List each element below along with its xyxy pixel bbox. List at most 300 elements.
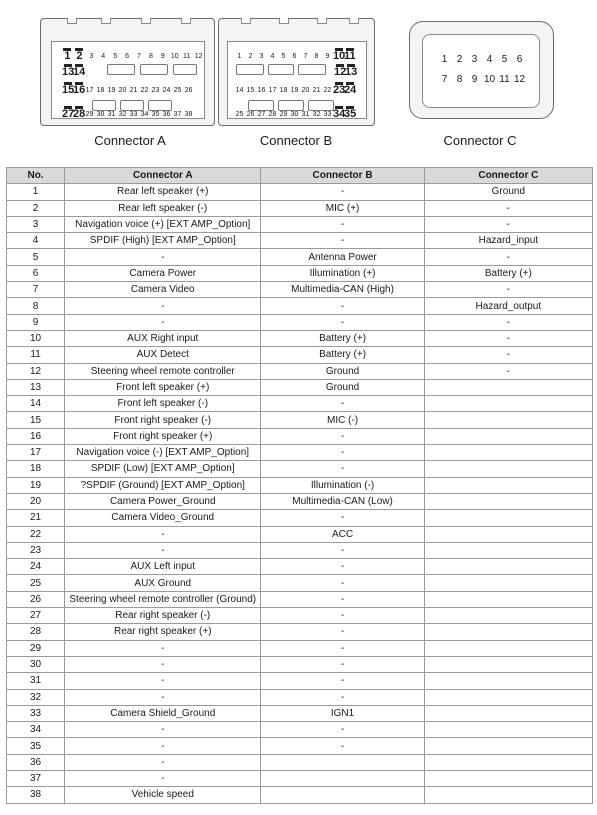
- cell-connector-b: -: [261, 510, 424, 526]
- table-row: [7, 510, 593, 526]
- cell-connector-a: -: [65, 526, 261, 542]
- connector-b-face: [227, 41, 367, 119]
- cell-connector-c: [424, 624, 592, 640]
- cell-no: 21: [7, 510, 65, 526]
- cell-connector-b: Multimedia-CAN (Low): [261, 493, 424, 509]
- pin-number: 27: [62, 108, 75, 120]
- cell-connector-a: Rear left speaker (+): [65, 184, 261, 200]
- pin-number: 16: [257, 87, 266, 94]
- pin-number: 18: [279, 87, 288, 94]
- cell-connector-b: Multimedia-CAN (High): [261, 282, 424, 298]
- cell-no: 19: [7, 477, 65, 493]
- cell-connector-c: [424, 754, 592, 770]
- table-header-row: [7, 168, 593, 184]
- table-row: [7, 445, 593, 461]
- connector-c-diagram: [409, 21, 554, 119]
- cell-no: 4: [7, 233, 65, 249]
- pin-number: 25: [173, 87, 182, 94]
- cell-connector-c: [424, 493, 592, 509]
- cell-connector-a: -: [65, 754, 261, 770]
- pin-number: 30: [96, 111, 105, 118]
- pin-number: 14: [73, 66, 86, 78]
- cell-connector-b: [261, 787, 424, 803]
- connector-a-row3: [62, 82, 204, 95]
- cell-connector-c: [424, 559, 592, 575]
- pin-number: 1: [237, 53, 242, 60]
- pin-number: 11: [344, 50, 356, 62]
- cell-no: 26: [7, 591, 65, 607]
- cell-connector-b: -: [261, 738, 424, 754]
- cell-connector-a: Camera Video: [65, 282, 261, 298]
- pin-number: 8: [314, 53, 319, 60]
- table-row: [7, 363, 593, 379]
- table-row: [7, 412, 593, 428]
- cell-connector-c: [424, 640, 592, 656]
- pin-number: 4: [270, 53, 275, 60]
- pin-number: 21: [312, 87, 321, 94]
- pin-number: 22: [323, 87, 332, 94]
- table-row: [7, 770, 593, 786]
- table-row: [7, 722, 593, 738]
- table-row: [7, 493, 593, 509]
- cell-connector-b: Battery (+): [261, 347, 424, 363]
- cell-connector-b: -: [261, 673, 424, 689]
- cell-no: 16: [7, 428, 65, 444]
- pin-number: 23: [333, 84, 346, 96]
- cell-connector-c: [424, 575, 592, 591]
- cell-connector-c: [424, 542, 592, 558]
- cell-connector-c: Ground: [424, 184, 592, 200]
- connector-diagrams: [0, 0, 597, 160]
- pin-number: 38: [184, 111, 193, 118]
- pin-number: 1: [62, 48, 73, 61]
- table-row: [7, 249, 593, 265]
- pin-number: 35: [344, 108, 357, 120]
- cell-connector-c: [424, 738, 592, 754]
- cell-connector-b: -: [261, 184, 424, 200]
- cell-connector-a: AUX Left input: [65, 559, 261, 575]
- pin-number: 7: [137, 53, 141, 60]
- cell-connector-b: Illumination (+): [261, 265, 424, 281]
- cell-connector-b: MIC (-): [261, 412, 424, 428]
- pin-number: 21: [129, 87, 138, 94]
- pin-number: 33: [129, 111, 138, 118]
- table-row: [7, 477, 593, 493]
- cell-connector-c: [424, 656, 592, 672]
- table-body: [7, 184, 593, 803]
- cell-no: 25: [7, 575, 65, 591]
- cell-connector-b: [261, 754, 424, 770]
- cell-connector-c: [424, 461, 592, 477]
- table-row: [7, 265, 593, 281]
- cell-connector-a: -: [65, 542, 261, 558]
- pin-number: 12: [513, 74, 526, 85]
- connector-a-label: Connector A: [94, 133, 166, 148]
- pin-number: 11: [183, 53, 191, 60]
- cell-connector-b: -: [261, 640, 424, 656]
- table-row: [7, 200, 593, 216]
- cell-no: 1: [7, 184, 65, 200]
- cell-connector-b: -: [261, 445, 424, 461]
- cell-connector-a: AUX Right input: [65, 330, 261, 346]
- cell-no: 28: [7, 624, 65, 640]
- connector-b-row1: [234, 48, 366, 61]
- pin-number: 4: [101, 53, 106, 60]
- pin-number: 2: [248, 53, 253, 60]
- cell-connector-c: [424, 689, 592, 705]
- pin-number: 15: [62, 84, 75, 96]
- cell-connector-a: Front left speaker (-): [65, 396, 261, 412]
- cell-no: 23: [7, 542, 65, 558]
- pin-number: 7: [441, 74, 448, 85]
- pin-number: 20: [301, 87, 310, 94]
- pin-number: 31: [107, 111, 116, 118]
- cell-no: 9: [7, 314, 65, 330]
- cell-no: 38: [7, 787, 65, 803]
- pin-number: 17: [85, 87, 94, 94]
- cell-connector-a: AUX Detect: [65, 347, 261, 363]
- table-row: [7, 428, 593, 444]
- cell-no: 34: [7, 722, 65, 738]
- pin-number: 32: [118, 111, 127, 118]
- cell-no: 15: [7, 412, 65, 428]
- cell-connector-b: -: [261, 689, 424, 705]
- pin-number: 24: [162, 87, 171, 94]
- pin-number: 13: [345, 66, 358, 78]
- header-connector-c: Connector C: [424, 168, 592, 184]
- cell-connector-c: [424, 510, 592, 526]
- cell-connector-b: -: [261, 656, 424, 672]
- cell-connector-a: Camera Power_Ground: [65, 493, 261, 509]
- cell-connector-a: Camera Shield_Ground: [65, 705, 261, 721]
- cell-connector-b: -: [261, 233, 424, 249]
- table-row: [7, 591, 593, 607]
- pin-number: 19: [290, 87, 299, 94]
- cell-connector-c: [424, 477, 592, 493]
- pin-number: 17: [268, 87, 277, 94]
- pin-number: 35: [151, 111, 160, 118]
- cell-no: 18: [7, 461, 65, 477]
- pin-number: 30: [290, 111, 299, 118]
- cell-connector-b: -: [261, 461, 424, 477]
- cell-no: 2: [7, 200, 65, 216]
- table-row: [7, 624, 593, 640]
- cell-connector-b: -: [261, 314, 424, 330]
- cell-no: 33: [7, 705, 65, 721]
- cell-connector-b: Battery (+): [261, 330, 424, 346]
- cell-connector-c: [424, 673, 592, 689]
- cell-connector-a: Rear left speaker (-): [65, 200, 261, 216]
- cell-no: 8: [7, 298, 65, 314]
- cell-connector-b: -: [261, 559, 424, 575]
- table-row: [7, 559, 593, 575]
- cell-connector-a: Steering wheel remote controller: [65, 363, 261, 379]
- pin-number: 20: [118, 87, 127, 94]
- cell-connector-c: -: [424, 216, 592, 232]
- pin-number: 19: [107, 87, 116, 94]
- pin-number: 6: [292, 53, 297, 60]
- cell-connector-a: Front right speaker (-): [65, 412, 261, 428]
- header-connector-a: Connector A: [65, 168, 261, 184]
- table-row: [7, 461, 593, 477]
- connector-b-row2: [234, 64, 366, 77]
- cell-connector-a: Camera Video_Ground: [65, 510, 261, 526]
- cell-no: 31: [7, 673, 65, 689]
- cell-connector-b: MIC (+): [261, 200, 424, 216]
- table-row: [7, 673, 593, 689]
- pin-number: 16: [73, 84, 86, 96]
- cell-no: 13: [7, 379, 65, 395]
- cell-connector-a: -: [65, 249, 261, 265]
- cell-connector-c: -: [424, 363, 592, 379]
- cell-connector-b: Illumination (-): [261, 477, 424, 493]
- table-row: [7, 233, 593, 249]
- cell-connector-c: [424, 526, 592, 542]
- table-row: [7, 282, 593, 298]
- cell-connector-a: -: [65, 738, 261, 754]
- connector-a-notch: [181, 18, 191, 24]
- table-row: [7, 656, 593, 672]
- cell-connector-c: Battery (+): [424, 265, 592, 281]
- cell-no: 17: [7, 445, 65, 461]
- cell-connector-a: -: [65, 673, 261, 689]
- connector-b-diagram: [218, 18, 375, 126]
- cell-connector-b: IGN1: [261, 705, 424, 721]
- connector-a-face: [51, 41, 205, 119]
- cell-connector-c: -: [424, 200, 592, 216]
- connector-b-notch: [349, 18, 359, 24]
- connector-a-notch: [101, 18, 111, 24]
- connector-a-row1: [62, 48, 204, 61]
- cell-connector-b: -: [261, 575, 424, 591]
- cell-connector-c: [424, 591, 592, 607]
- cell-no: 5: [7, 249, 65, 265]
- cell-connector-b: -: [261, 216, 424, 232]
- table-row: [7, 396, 593, 412]
- connector-b-notch: [317, 18, 327, 24]
- pin-number: 29: [279, 111, 288, 118]
- connector-b-row4: [234, 106, 366, 119]
- pin-number: 28: [73, 108, 86, 120]
- cell-connector-b: -: [261, 591, 424, 607]
- pin-number: 27: [257, 111, 266, 118]
- cell-connector-c: [424, 787, 592, 803]
- table-row: [7, 542, 593, 558]
- pin-number: 9: [160, 53, 165, 60]
- cell-connector-a: -: [65, 298, 261, 314]
- pin-number: 10: [333, 50, 346, 62]
- cell-connector-c: -: [424, 282, 592, 298]
- cell-no: 32: [7, 689, 65, 705]
- cell-no: 37: [7, 770, 65, 786]
- pin-number: 14: [235, 87, 244, 94]
- pin-number: 7: [303, 53, 308, 60]
- cell-no: 27: [7, 608, 65, 624]
- cell-connector-c: [424, 412, 592, 428]
- pin-number: 12: [334, 66, 347, 78]
- pin-number: 12: [194, 53, 203, 60]
- cell-no: 30: [7, 656, 65, 672]
- pinout-table: [6, 167, 593, 804]
- table-row: [7, 330, 593, 346]
- pin-number: 6: [516, 54, 523, 65]
- table-row: [7, 216, 593, 232]
- pin-number: 8: [148, 53, 153, 60]
- cell-connector-b: -: [261, 428, 424, 444]
- cell-connector-a: Steering wheel remote controller (Ground): [65, 591, 261, 607]
- cell-connector-c: [424, 445, 592, 461]
- cell-no: 36: [7, 754, 65, 770]
- cell-no: 35: [7, 738, 65, 754]
- connector-a-diagram: [40, 18, 215, 126]
- table-row: [7, 689, 593, 705]
- header-no: No.: [7, 168, 65, 184]
- pin-number: 13: [62, 66, 75, 78]
- cell-connector-a: -: [65, 640, 261, 656]
- connector-c-label: Connector C: [443, 133, 517, 148]
- cell-no: 11: [7, 347, 65, 363]
- pin-number: 31: [301, 111, 310, 118]
- pin-number: 26: [246, 111, 255, 118]
- table-row: [7, 754, 593, 770]
- cell-connector-a: AUX Ground: [65, 575, 261, 591]
- cell-no: 7: [7, 282, 65, 298]
- pin-number: 5: [281, 53, 286, 60]
- cell-connector-a: Rear right speaker (-): [65, 608, 261, 624]
- pin-number: 37: [173, 111, 182, 118]
- connector-a-row2: [62, 64, 204, 77]
- cell-connector-c: [424, 608, 592, 624]
- pin-number: 28: [268, 111, 277, 118]
- table-row: [7, 787, 593, 803]
- cell-connector-c: [424, 396, 592, 412]
- table-row: [7, 738, 593, 754]
- pin-number: 3: [259, 53, 264, 60]
- cell-connector-b: Antenna Power: [261, 249, 424, 265]
- cell-connector-b: [261, 770, 424, 786]
- pin-number: 22: [140, 87, 149, 94]
- pin-number: 36: [162, 111, 171, 118]
- connector-c-row2: [437, 75, 539, 84]
- cell-connector-c: [424, 428, 592, 444]
- cell-no: 10: [7, 330, 65, 346]
- connector-c-face: [422, 34, 540, 108]
- connector-c-row1: [437, 55, 539, 64]
- pin-number: 9: [325, 53, 330, 60]
- cell-connector-a: -: [65, 770, 261, 786]
- pin-number: 33: [323, 111, 332, 118]
- cell-no: 22: [7, 526, 65, 542]
- table-row: [7, 705, 593, 721]
- cell-connector-a: Camera Power: [65, 265, 261, 281]
- cell-connector-b: Ground: [261, 379, 424, 395]
- pin-number: 32: [312, 111, 321, 118]
- connector-b-row3: [234, 82, 366, 95]
- table-row: [7, 379, 593, 395]
- pin-number: 2: [456, 54, 463, 65]
- cell-connector-a: -: [65, 689, 261, 705]
- pin-number: 23: [151, 87, 160, 94]
- pin-number: 8: [456, 74, 463, 85]
- cell-no: 20: [7, 493, 65, 509]
- cell-no: 12: [7, 363, 65, 379]
- cell-connector-c: -: [424, 330, 592, 346]
- pin-number: 34: [333, 108, 346, 120]
- cell-connector-c: -: [424, 314, 592, 330]
- cell-no: 29: [7, 640, 65, 656]
- cell-no: 6: [7, 265, 65, 281]
- pin-number: 5: [501, 54, 508, 65]
- cell-connector-a: Navigation voice (+) [EXT AMP_Option]: [65, 216, 261, 232]
- pin-number: 29: [85, 111, 94, 118]
- cell-connector-b: -: [261, 396, 424, 412]
- connector-a-row4: [62, 106, 204, 119]
- cell-connector-a: SPDIF (Low) [EXT AMP_Option]: [65, 461, 261, 477]
- table-row: [7, 347, 593, 363]
- cell-no: 3: [7, 216, 65, 232]
- pin-number: 6: [125, 53, 130, 60]
- cell-connector-a: Navigation voice (-) [EXT AMP_Option]: [65, 445, 261, 461]
- pin-number: 2: [74, 48, 85, 61]
- pin-number: 11: [499, 74, 510, 85]
- connector-a-notch: [141, 18, 151, 24]
- cell-connector-b: ACC: [261, 526, 424, 542]
- cell-connector-a: Front right speaker (+): [65, 428, 261, 444]
- connector-b-label: Connector B: [259, 133, 333, 148]
- pin-number: 3: [89, 53, 94, 60]
- pin-number: 5: [113, 53, 118, 60]
- cell-connector-a: -: [65, 722, 261, 738]
- cell-connector-a: Front left speaker (+): [65, 379, 261, 395]
- header-connector-b: Connector B: [261, 168, 424, 184]
- table-row: [7, 575, 593, 591]
- cell-no: 24: [7, 559, 65, 575]
- table-row: [7, 184, 593, 200]
- table-row: [7, 298, 593, 314]
- pin-number: 3: [471, 54, 478, 65]
- cell-connector-c: [424, 705, 592, 721]
- cell-connector-c: [424, 379, 592, 395]
- cell-connector-b: -: [261, 542, 424, 558]
- pin-number: 4: [486, 54, 493, 65]
- cell-connector-c: Hazard_input: [424, 233, 592, 249]
- pin-number: 10: [483, 74, 496, 85]
- cell-connector-b: -: [261, 298, 424, 314]
- pin-number: 24: [344, 84, 357, 96]
- cell-connector-a: -: [65, 314, 261, 330]
- cell-connector-b: -: [261, 722, 424, 738]
- pin-number: 15: [246, 87, 255, 94]
- pin-number: 1: [441, 54, 448, 65]
- cell-connector-b: Ground: [261, 363, 424, 379]
- table-row: [7, 640, 593, 656]
- connector-b-notch: [279, 18, 289, 24]
- cell-connector-a: ?SPDIF (Ground) [EXT AMP_Option]: [65, 477, 261, 493]
- table-row: [7, 608, 593, 624]
- cell-connector-c: [424, 770, 592, 786]
- cell-no: 14: [7, 396, 65, 412]
- cell-connector-c: Hazard_output: [424, 298, 592, 314]
- cell-connector-c: [424, 722, 592, 738]
- pin-number: 25: [235, 111, 244, 118]
- cell-connector-b: -: [261, 608, 424, 624]
- table-row: [7, 526, 593, 542]
- connector-a-notch: [67, 18, 77, 24]
- cell-connector-a: SPDIF (High) [EXT AMP_Option]: [65, 233, 261, 249]
- cell-connector-c: -: [424, 347, 592, 363]
- connector-b-notch: [241, 18, 251, 24]
- cell-connector-c: -: [424, 249, 592, 265]
